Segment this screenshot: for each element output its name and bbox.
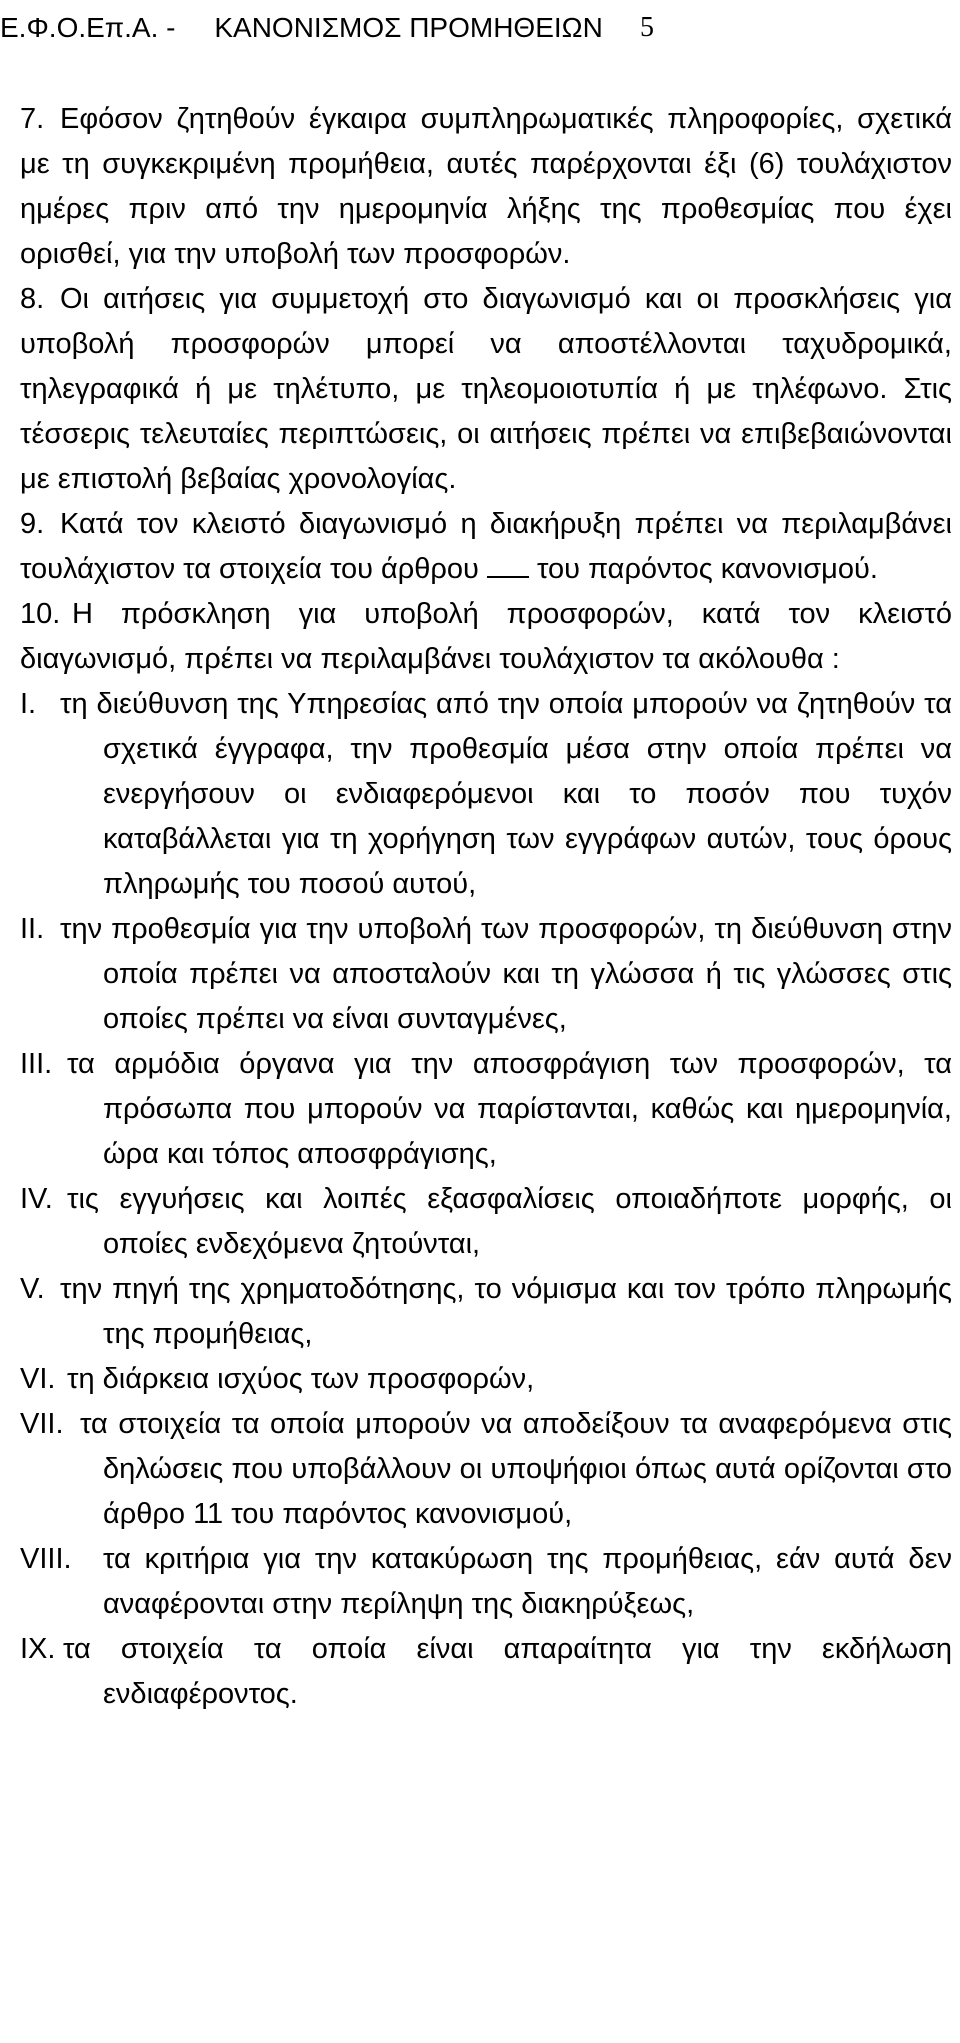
list-item-text: τη διάρκεια ισχύος των προσφορών, xyxy=(67,1363,535,1395)
list-item-numeral: V. xyxy=(20,1273,45,1305)
paragraph-text: Κατά τον κλειστό διαγωνισμό η διακήρυξη πρέπει να περιλαμβάνει τουλάχιστον τα στοιχεία του άρθρου xyxy=(20,508,952,585)
list-item xyxy=(20,1357,952,1402)
paragraph-8 xyxy=(20,277,952,502)
list-item-text: τα στοιχεία τα οποία μπορούν να αποδείξουν τα αναφερόμενα στις δηλώσεις που υποβάλλουν οι υποψήφιοι όπως αυτά ορίζονται στο άρθρο 11 του παρόντος κανονισμού, xyxy=(80,1408,952,1530)
paragraph-10 xyxy=(20,592,952,682)
paragraph-7 xyxy=(20,97,952,277)
document-body xyxy=(20,97,952,1717)
list-item-text: την πηγή της χρηματοδότησης, το νόμισμα και τον τρόπο πληρωμής της προμήθειας, xyxy=(60,1273,952,1350)
paragraph-text: Οι αιτήσεις για συμμετοχή στο διαγωνισμό και οι προσκλήσεις για υποβολή προσφορών μπορεί να αποστέλλονται ταχυδρομικά, τηλεγραφικά ή με τηλέτυπο, με τηλεομοιοτυπία ή με τηλέφωνο. Στις τέσσερις τελευταίες περιπτώσεις, οι αιτήσεις πρέπει να επιβεβαιώνονται με επιστολή βεβαίας χρονολογίας. xyxy=(20,283,952,495)
document-title: Ε.Φ.Ο.Επ.Α. - ΚΑΝΟΝΙΣΜΟΣ ΠΡΟΜΗΘΕΙΩΝ xyxy=(0,12,603,43)
paragraph-text-continued: του παρόντος κανονισμού. xyxy=(536,553,878,585)
paragraph-9 xyxy=(20,502,952,592)
paragraph-number: 8. xyxy=(20,283,45,315)
list-item-numeral: II. xyxy=(20,913,45,945)
list-item-text: τα στοιχεία τα οποία είναι απαραίτητα για την εκδήλωση ενδιαφέροντος. xyxy=(63,1633,952,1710)
list-item xyxy=(20,1177,952,1267)
paragraph-number: 10. xyxy=(20,598,61,630)
page-header xyxy=(0,4,960,52)
list-item xyxy=(20,907,952,1042)
paragraph-text: Εφόσον ζητηθούν έγκαιρα συμπληρωματικές πληροφορίες, σχετικά με τη συγκεκριμένη προμήθεια, αυτές παρέρχονται έξι (6) τουλάχιστον ημέρες πριν από την ημερομηνία λήξης της προθεσμίας που έχει ορισθεί, για την υποβολή των προσφορών. xyxy=(20,103,952,270)
list-item-text: την προθεσμία για την υποβολή των προσφορών, τη διεύθυνση στην οποία πρέπει να αποσταλούν και τη γλώσσα ή τις γλώσσες στις οποίες πρέπει να είναι συνταγμένες, xyxy=(60,913,952,1035)
list-item-text: τα κριτήρια για την κατακύρωση της προμήθειας, εάν αυτά δεν αναφέρονται στην περίληψη της διακηρύξεως, xyxy=(103,1543,952,1620)
page-number: 5 xyxy=(640,12,654,43)
list-item xyxy=(20,682,952,907)
list-item-numeral: III. xyxy=(20,1048,53,1080)
list-item-numeral: IX. xyxy=(20,1633,56,1665)
list-item-numeral: IV. xyxy=(20,1183,53,1215)
list-item xyxy=(20,1627,952,1717)
list-item xyxy=(20,1402,952,1537)
list-item-numeral: VIII. xyxy=(20,1543,72,1575)
list-item-text: τα αρμόδια όργανα για την αποσφράγιση των προσφορών, τα πρόσωπα που μπορούν να παρίστανται, καθώς και ημερομηνία, ώρα και τόπος αποσφράγισης, xyxy=(67,1048,952,1170)
list-item-numeral: I. xyxy=(20,688,37,720)
list-item-text: τις εγγυήσεις και λοιπές εξασφαλίσεις οποιαδήποτε μορφής, οι οποίες ενδεχόμενα ζητούνται, xyxy=(67,1183,952,1260)
paragraph-number: 7. xyxy=(20,103,45,135)
list-item xyxy=(20,1042,952,1177)
requirements-list xyxy=(20,682,952,1717)
list-item-text: τη διεύθυνση της Υπηρεσίας από την οποία μπορούν να ζητηθούν τα σχετικά έγγραφα, την προθεσμία μέσα στην οποία πρέπει να ενεργήσουν οι ενδιαφερόμενοι και το ποσόν που τυχόν καταβάλλεται για τη χορήγηση των εγγράφων αυτών, τους όρους πληρωμής του ποσού αυτού, xyxy=(60,688,952,900)
list-item-numeral: VI. xyxy=(20,1363,56,1395)
list-item xyxy=(20,1537,952,1627)
paragraph-text: Η πρόσκληση για υποβολή προσφορών, κατά τον κλειστό διαγωνισμό, πρέπει να περιλαμβάνει τουλάχιστον τα ακόλουθα : xyxy=(20,598,952,675)
paragraph-number: 9. xyxy=(20,508,45,540)
list-item xyxy=(20,1267,952,1357)
article-number-blank xyxy=(487,550,529,578)
list-item-numeral: VII. xyxy=(20,1408,64,1440)
